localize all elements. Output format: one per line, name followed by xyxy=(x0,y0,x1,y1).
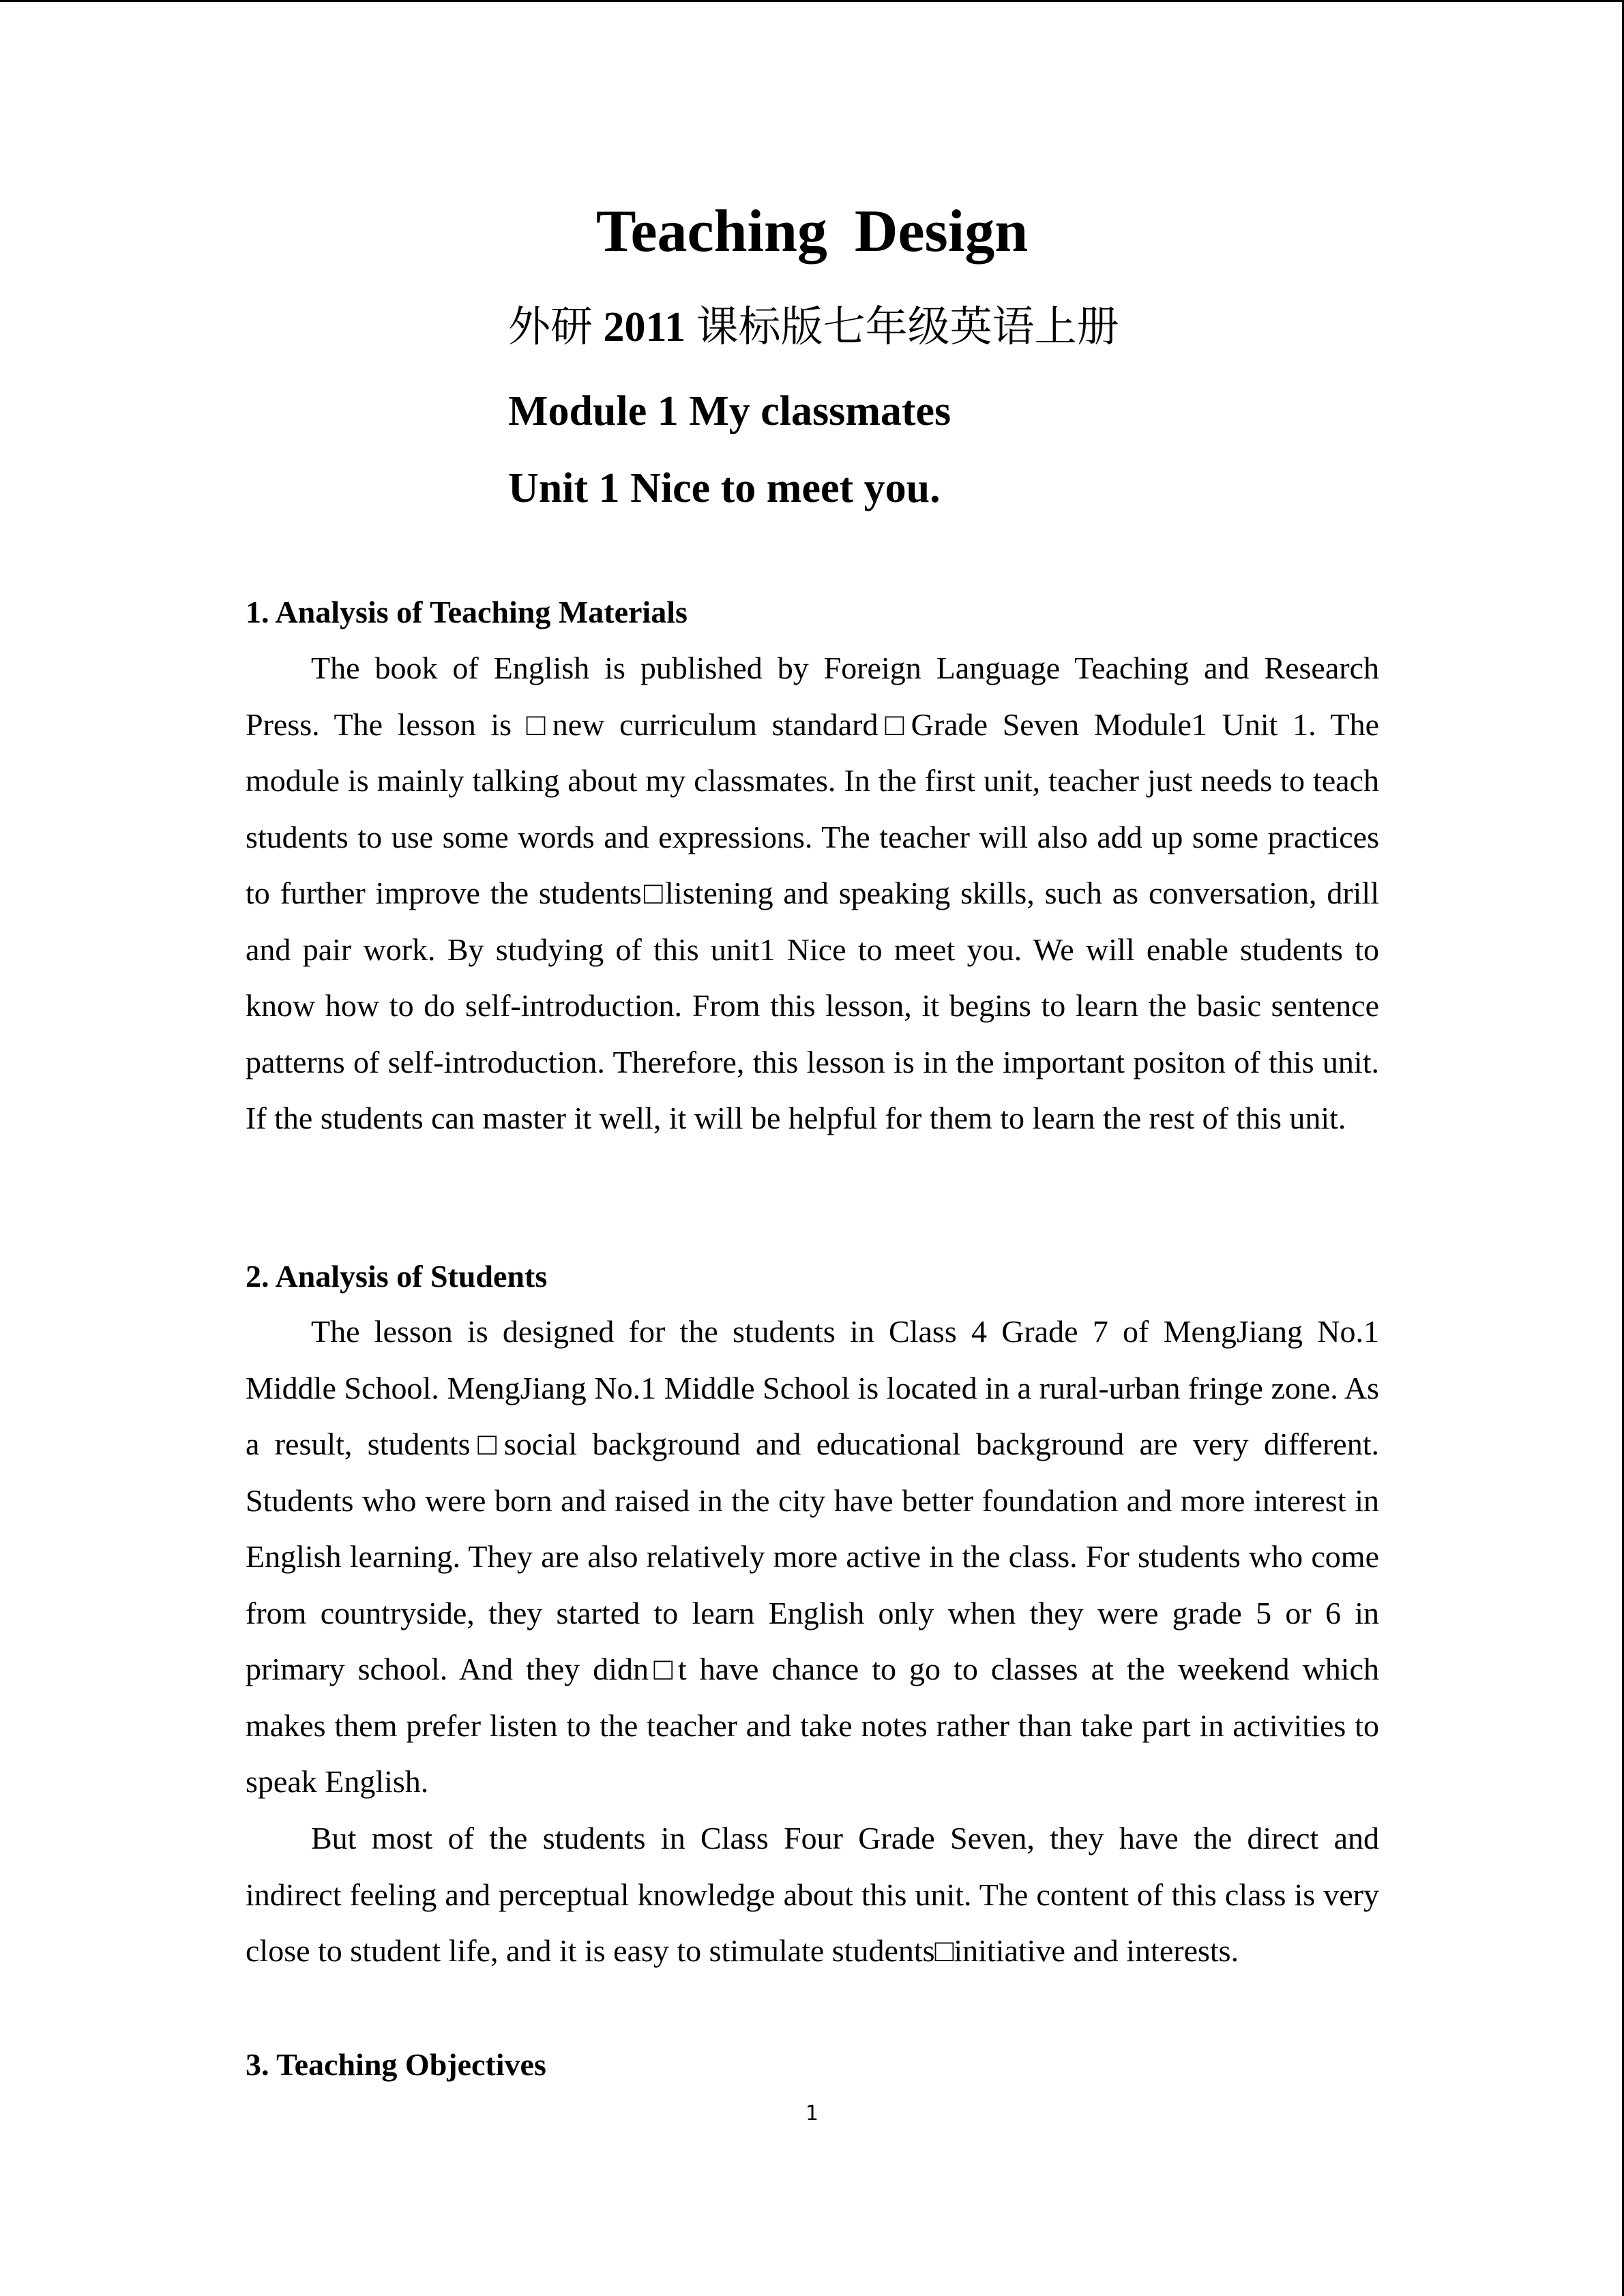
page-number: 1 xyxy=(805,2102,819,2126)
paragraph-students-2: But most of the students in Class Four Grade Seven, they have the direct and indirect feeling and perceptual knowledge about this unit. The content of this class is very close to student life, and it is easy to stimulate students□initiative and interests. xyxy=(246,1821,1379,1968)
subtitle-cn-suffix: 课标版七年级英语上册 xyxy=(685,304,1119,351)
section-heading-teaching-objectives: 3. Teaching Objectives xyxy=(246,2047,546,2082)
section-heading-students: 2. Analysis of Students xyxy=(246,1259,548,1294)
document-title: Teaching Design xyxy=(595,198,1029,265)
subtitle-cn-prefix: 外研 xyxy=(508,304,604,351)
paragraph-students-1: The lesson is designed for the students in Class 4 Grade 7 of MengJiang No.1 Middle School. MengJiang No.1 Middle School is located in a rural-urban fringe zone. As a result, students□social background and educational background are very different. Students who were born and raised in the city have better foundation and more interest in English learning. They are also relatively more active in the class. For students who come from countryside, they started to learn English only when they were grade 5 or 6 in primary school. And they didn□t have chance to go to classes at the weekend which makes them prefer listen to the teacher and take notes rather than take part in activities to speak English. xyxy=(246,1314,1379,1799)
document-subtitle-chinese xyxy=(508,300,1119,355)
paragraph-teaching-materials: The book of English is published by Foreign Language Teaching and Research Press. The lesson is □new curriculum standard□Grade Seven Module1 Unit 1. The module is mainly talking about my classmates. In the first unit, teacher just needs to teach students to use some words and expressions. The teacher will also add up some practices to further improve the students□listening and speaking skills, such as conversation, drill and pair work. By studying of this unit1 Nice to meet you. We will enable students to know how to do self-introduction. From this lesson, it begins to learn the basic sentence patterns of self-introduction. Therefore, this lesson is in the important positon of this unit. If the students can master it well, it will be helpful for them to learn the rest of this unit. xyxy=(246,651,1379,1135)
unit-title: Unit 1 Nice to meet you. xyxy=(508,465,941,511)
page-border-top xyxy=(0,0,1624,2)
section-heading-teaching-materials: 1. Analysis of Teaching Materials xyxy=(246,595,688,629)
module-title: Module 1 My classmates xyxy=(508,388,951,434)
subtitle-cn-number: 2011 xyxy=(603,304,686,351)
